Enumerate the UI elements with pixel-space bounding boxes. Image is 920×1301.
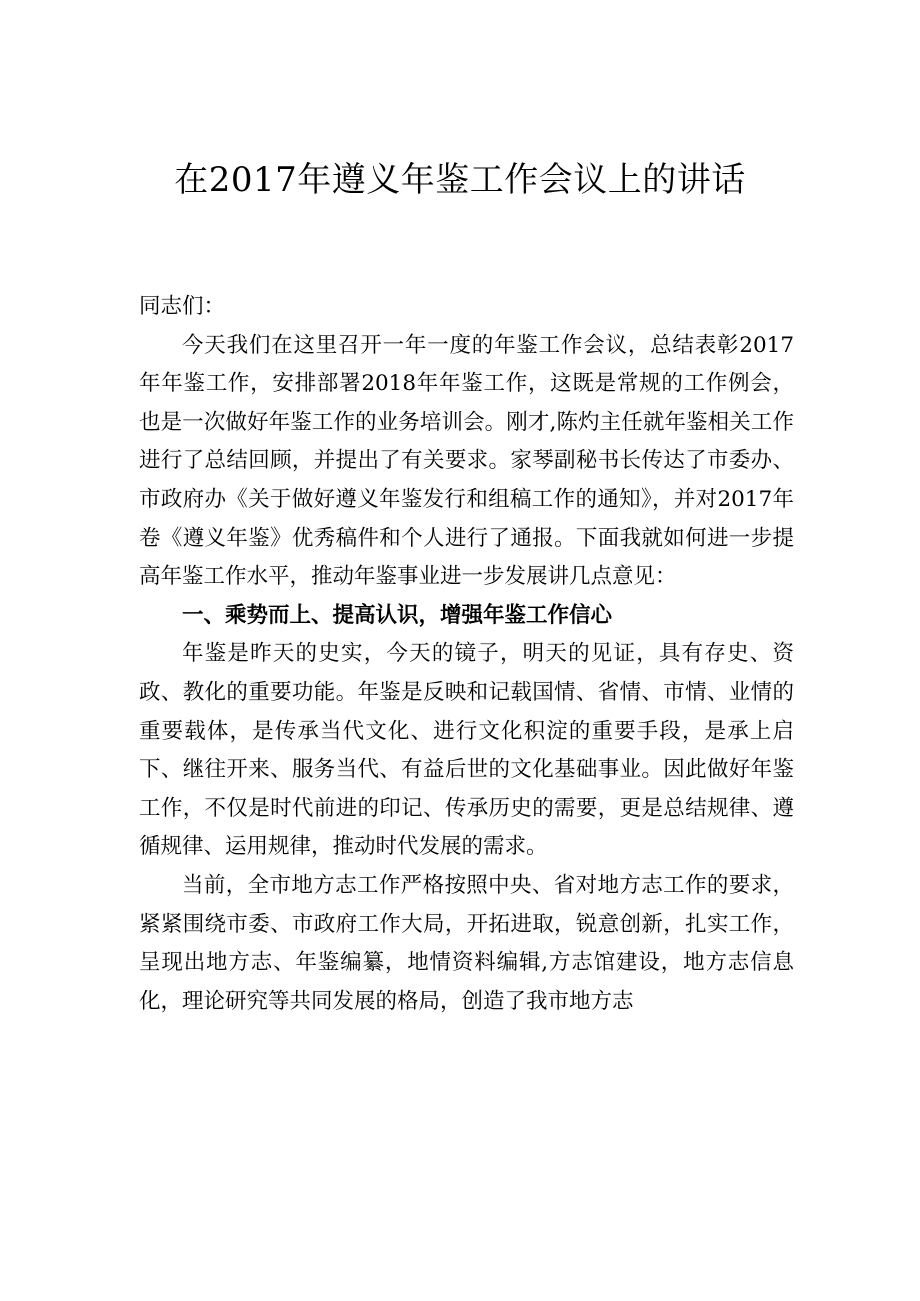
page-title: 在2017年遵义年鉴工作会议上的讲话 bbox=[174, 160, 746, 200]
paragraph-intro: 今天我们在这里召开一年一度的年鉴工作会议，总结表彰2017年年鉴工作，安排部署2018年年鉴工作，这既是常规的工作例会，也是一次做好年鉴工作的业务培训会。刚才,陈灼主任就年鉴相关工作进行了总结回顾，并提出了有关要求。家琴副秘书长传达了市委办、市政府办《关于做好遵义年鉴发行和组稿工作的通知》，并对2017年卷《遵义年鉴》优秀稿件和个人进行了通报。下面我就如何进一步提高年鉴工作水平，推动年鉴事业进一步发展讲几点意见： bbox=[139, 332, 794, 590]
paragraph-current-work: 当前，全市地方志工作严格按照中央、省对地方志工作的要求，紧紧围绕市委、市政府工作大局，开拓进取，锐意创新，扎实工作，呈现出地方志、年鉴编纂，地情资料编辑,方志馆建设，地方志信息化，理论研究等共同发展的格局，创造了我市地方志 bbox=[139, 872, 794, 1014]
salutation: 同志们： bbox=[139, 294, 226, 319]
paragraph-yearbook-role: 年鉴是昨天的史实，今天的镜子，明天的见证，具有存史、资政、教化的重要功能。年鉴是反映和记载国情、省情、市情、业情的重要载体，是传承当代文化、进行文化积淀的重要手段，是承上启下、继往开来、服务当代、有益后世的文化基础事业。因此做好年鉴工作，不仅是时代前进的印记、传承历史的需要，更是总结规律、遵循规律、运用规律，推动时代发展的需求。 bbox=[139, 641, 794, 860]
section-heading: 一、乘势而上、提高认识，增强年鉴工作信心 bbox=[182, 602, 613, 628]
document-body bbox=[139, 288, 794, 1021]
